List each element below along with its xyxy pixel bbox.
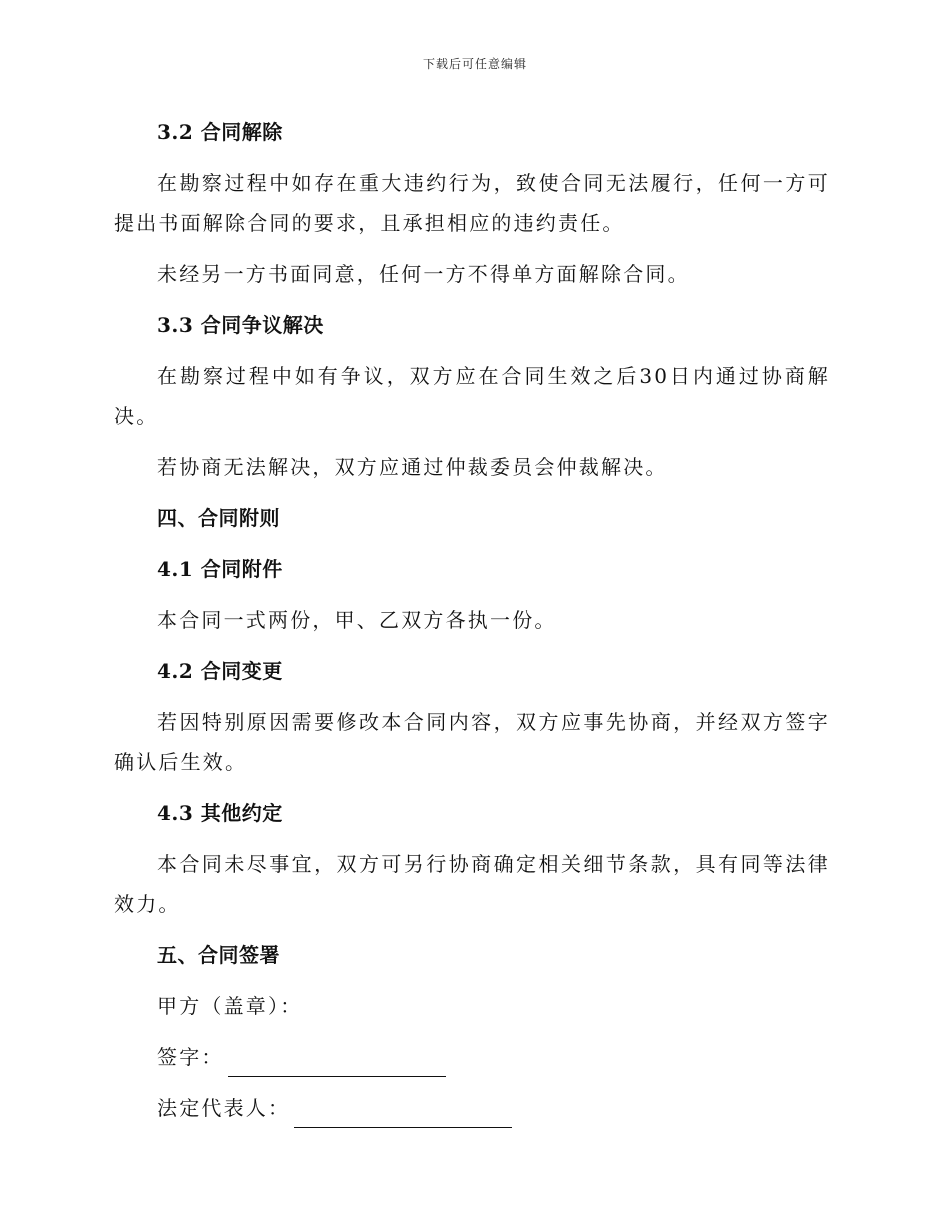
signature-line <box>114 1037 830 1077</box>
section-heading-3-3: 3.3 合同争议解决 <box>157 313 324 337</box>
paragraph-other-terms: 本合同未尽事宜，双方可另行协商确定相关细节条款，具有同等法律效力。 <box>114 852 830 916</box>
legal-representative-line <box>114 1088 830 1128</box>
legal-representative-blank[interactable] <box>294 1099 512 1128</box>
signature-label: 签字： <box>157 1045 224 1069</box>
legal-representative-label: 法定代表人： <box>157 1096 291 1120</box>
page-header: 下载后可任意编辑 <box>422 57 527 71</box>
section-heading-4-2: 4.2 合同变更 <box>157 659 283 683</box>
party-a-label: 甲方（盖章）： <box>157 994 303 1018</box>
section-heading-3-2: 3.2 合同解除 <box>157 120 283 144</box>
paragraph-amendment: 若因特别原因需要修改本合同内容，双方应事先协商，并经双方签字确认后生效。 <box>114 710 830 774</box>
chapter-heading-5: 五、合同签署 <box>157 943 280 967</box>
chapter-heading-4: 四、合同附则 <box>157 506 280 530</box>
paragraph-dispute-negotiation: 在勘察过程中如有争议，双方应在合同生效之后30日内通过协商解决。 <box>114 364 830 428</box>
paragraph-termination-consent: 未经另一方书面同意，任何一方不得单方面解除合同。 <box>157 262 690 286</box>
signature-blank[interactable] <box>228 1048 446 1077</box>
section-heading-4-3: 4.3 其他约定 <box>157 801 283 825</box>
party-a-seal-line <box>114 986 830 1026</box>
document-body <box>114 112 830 1139</box>
paragraph-dispute-arbitration: 若协商无法解决，双方应通过仲裁委员会仲裁解决。 <box>157 455 668 479</box>
paragraph-termination-breach: 在勘察过程中如存在重大违约行为，致使合同无法履行，任何一方可提出书面解除合同的要求，且承担相应的违约责任。 <box>114 171 830 235</box>
section-heading-4-1: 4.1 合同附件 <box>157 557 283 581</box>
paragraph-attachments: 本合同一式两份，甲、乙双方各执一份。 <box>157 608 557 632</box>
